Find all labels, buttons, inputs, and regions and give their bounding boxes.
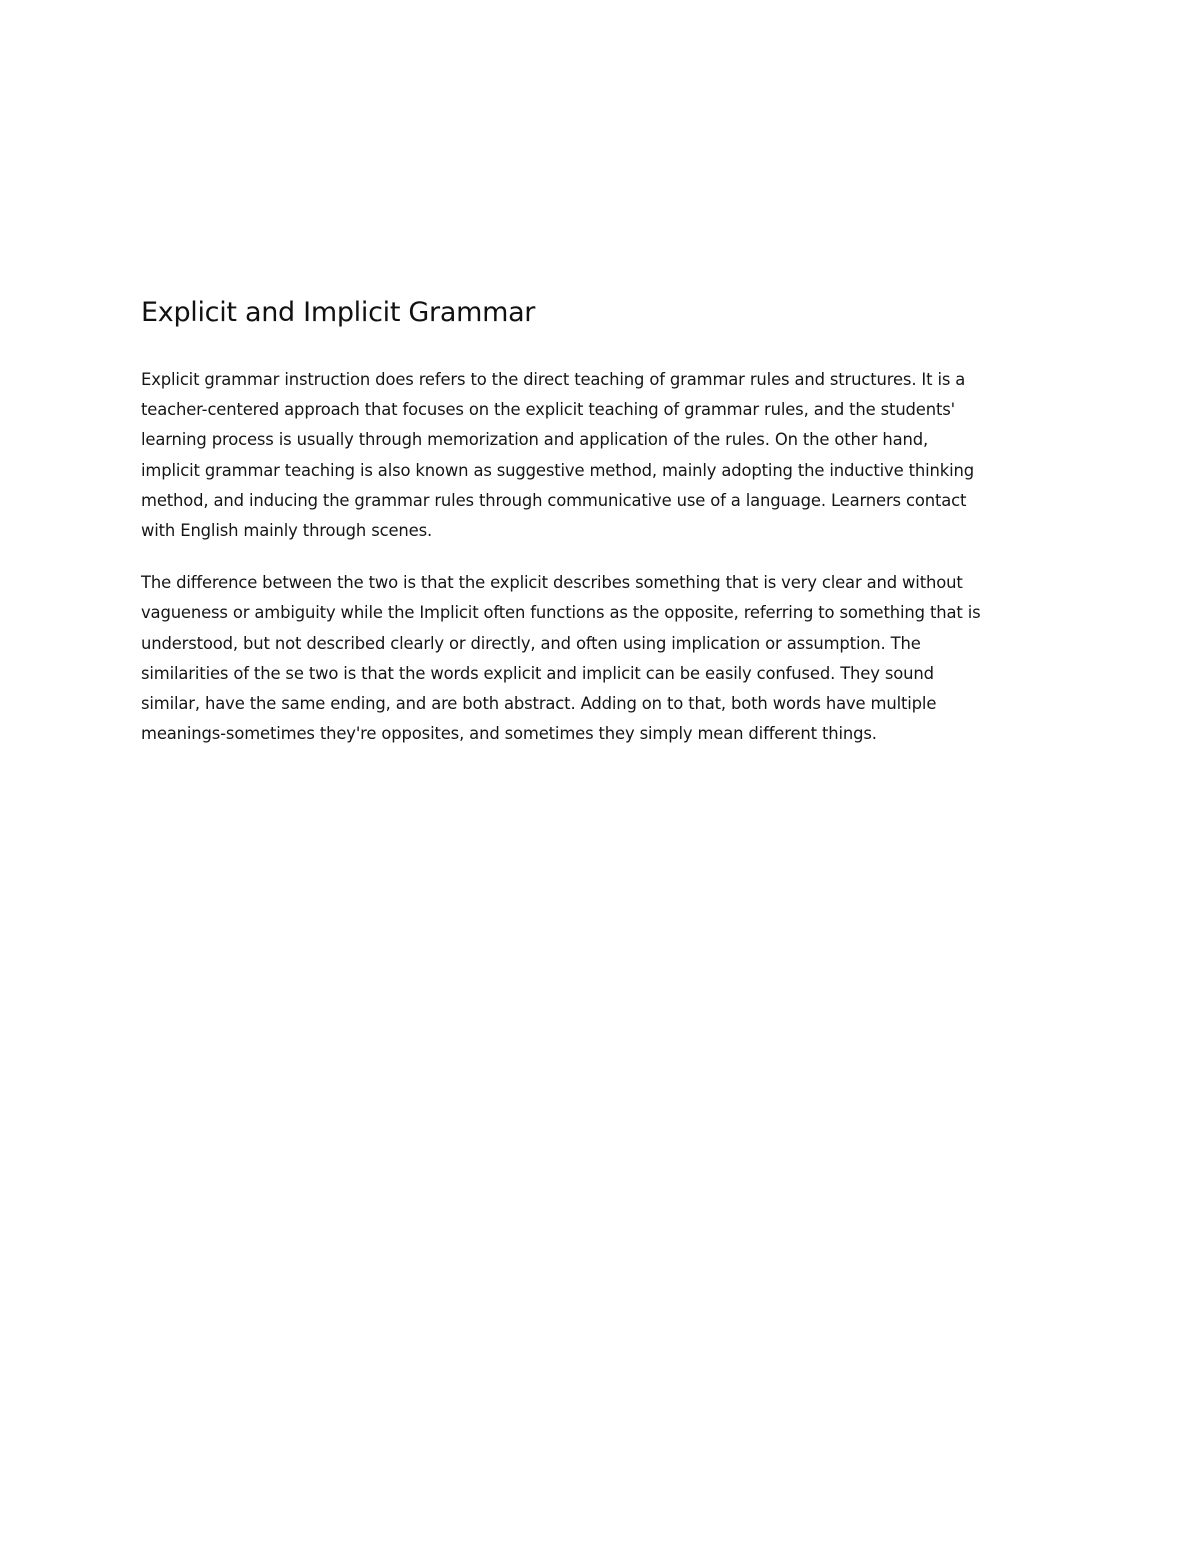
paragraph-differences-similarities	[141, 568, 1061, 749]
paragraph-line: similarities of the se two is that the words explicit and implicit can be easily confused. They sound	[141, 663, 934, 683]
paragraph-line: vagueness or ambiguity while the Implicit often functions as the opposite, referring to something that is	[141, 603, 981, 623]
document-body	[141, 293, 1061, 771]
paragraph-line: The difference between the two is that the explicit describes something that is very clear and without	[141, 573, 963, 593]
paragraph-line: implicit grammar teaching is also known as suggestive method, mainly adopting the inductive thinking	[141, 460, 974, 480]
paragraph-line: similar, have the same ending, and are both abstract. Adding on to that, both words have multiple	[141, 694, 937, 714]
document-title: Explicit and Implicit Grammar	[141, 297, 536, 328]
paragraph-line: learning process is usually through memorization and application of the rules. On the other hand,	[141, 430, 929, 450]
paragraph-line: method, and inducing the grammar rules through communicative use of a language. Learners contact	[141, 490, 967, 510]
paragraph-line: teacher-centered approach that focuses on the explicit teaching of grammar rules, and the students'	[141, 400, 956, 420]
paragraph-explicit-implicit-definitions	[141, 365, 1061, 546]
paragraph-line: meanings-sometimes they're opposites, and sometimes they simply mean different things.	[141, 724, 877, 744]
paragraph-line: with English mainly through scenes.	[141, 521, 433, 541]
paragraph-line: understood, but not described clearly or directly, and often using implication or assumption. The	[141, 633, 921, 653]
paragraph-line: Explicit grammar instruction does refers to the direct teaching of grammar rules and structures. It is a	[141, 370, 966, 389]
